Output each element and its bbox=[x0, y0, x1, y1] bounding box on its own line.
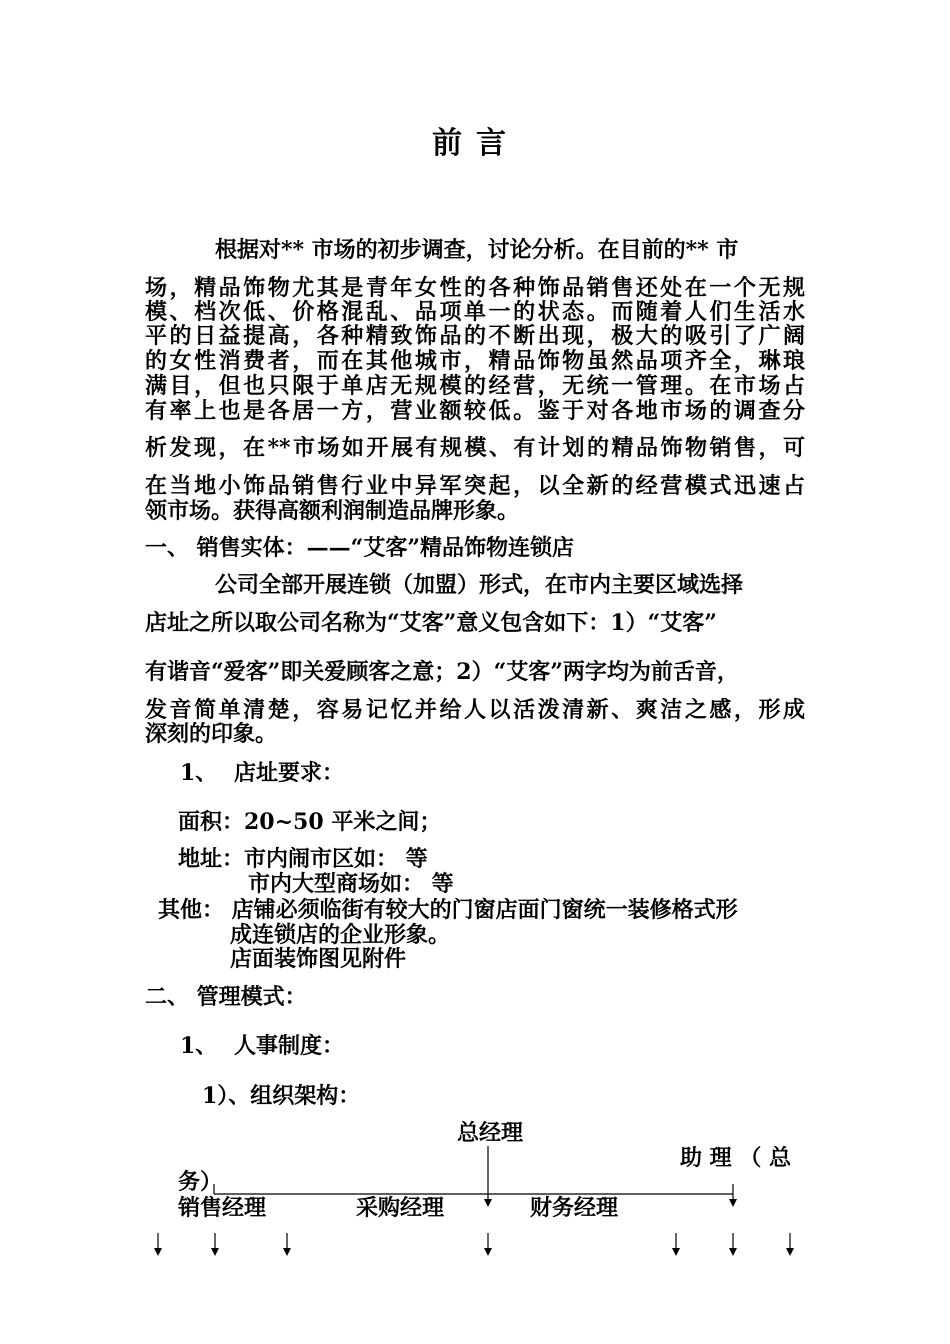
intro-line: 在当地小饰品销售行业中异军突起，以全新的经营模式迅速占 bbox=[145, 473, 805, 499]
personnel-title: 人事制度： bbox=[234, 1033, 345, 1059]
personnel-number: 1、 bbox=[180, 1033, 218, 1059]
org-assistant-label: 助 理 （ 总 bbox=[680, 1145, 791, 1171]
page-title: 前言 bbox=[432, 126, 520, 161]
intro-line: 领市场。获得高额利润制造品牌形象。 bbox=[145, 498, 520, 524]
intro-line: 有率上也是各居一方，营业额较低。鉴于对各地市场的调查分 bbox=[145, 398, 805, 424]
arrow-down-icon bbox=[484, 1248, 492, 1256]
section1-para-line: 有谐音“爱客”即关爱顾客之意；2）“艾客”两字均为前舌音， bbox=[145, 659, 739, 685]
section2-heading: 二、 管理模式： bbox=[145, 984, 307, 1010]
store-decoration-note: 店面装饰图见附件 bbox=[230, 946, 407, 972]
org-structure-label: 1）、组织架构： bbox=[202, 1083, 361, 1109]
area-requirement: 面积：20~50 平米之间； bbox=[178, 809, 442, 835]
address-requirement-mall: 市内大型商场如： 等 bbox=[248, 871, 454, 897]
intro-line: 析发现，在**市场如开展有规模、有计划的精品饰物销售，可 bbox=[145, 435, 805, 461]
arrow-down-icon bbox=[283, 1248, 291, 1256]
arrow-down-icon bbox=[154, 1248, 162, 1256]
intro-line: 的女性消费者，而在其他城市，精品饰物虽然品项齐全，琳琅 bbox=[145, 348, 805, 374]
section1-para-line: 深刻的印象。 bbox=[145, 721, 278, 747]
store-req-number: 1、 bbox=[180, 760, 218, 786]
arrow-down-icon bbox=[672, 1248, 680, 1256]
section1-para-line: 发音简单清楚，容易记忆并给人以活泼清新、爽洁之感，形成 bbox=[145, 697, 805, 723]
org-assistant-label-cont: 务） bbox=[178, 1169, 223, 1195]
address-requirement: 地址：市内闹市区如： 等 bbox=[178, 846, 428, 872]
org-purchase-manager: 采购经理 bbox=[356, 1195, 445, 1221]
section1-heading: 一、 销售实体：——“艾客”精品饰物连锁店 bbox=[145, 535, 574, 561]
other-requirement: 其他： 店铺必须临街有较大的门窗店面门窗统一装修格式形 bbox=[158, 897, 738, 923]
store-req-title: 店址要求： bbox=[234, 760, 345, 786]
org-chart-lines bbox=[0, 1140, 950, 1260]
other-requirement-cont: 成连锁店的企业形象。 bbox=[230, 922, 451, 948]
arrow-down-icon bbox=[484, 1199, 492, 1207]
section1-para-line: 店址之所以取公司名称为“艾客”意义包含如下：1）“艾客” bbox=[145, 610, 717, 636]
section1-para-line: 公司全部开展连锁（加盟）形式，在市内主要区域选择 bbox=[215, 572, 744, 598]
arrow-down-icon bbox=[729, 1199, 737, 1207]
intro-line: 平的日益提高，各种精致饰品的不断出现，极大的吸引了广阔 bbox=[145, 323, 805, 349]
org-finance-manager: 财务经理 bbox=[530, 1195, 619, 1221]
org-sales-manager: 销售经理 bbox=[178, 1195, 267, 1221]
intro-line: 根据对** 市场的初步调查，讨论分析。在目前的** 市 bbox=[215, 237, 739, 263]
arrow-down-icon bbox=[786, 1248, 794, 1256]
org-general-manager: 总经理 bbox=[457, 1120, 524, 1146]
intro-line: 场，精品饰物尤其是青年女性的各种饰品销售还处在一个无规 bbox=[145, 275, 805, 301]
arrow-down-icon bbox=[729, 1248, 737, 1256]
arrow-down-icon bbox=[211, 1248, 219, 1256]
intro-line: 模、档次低、价格混乱、品项单一的状态。而随着人们生活水 bbox=[145, 299, 805, 325]
intro-line: 满目，但也只限于单店无规模的经营，无统一管理。在市场占 bbox=[145, 373, 805, 399]
